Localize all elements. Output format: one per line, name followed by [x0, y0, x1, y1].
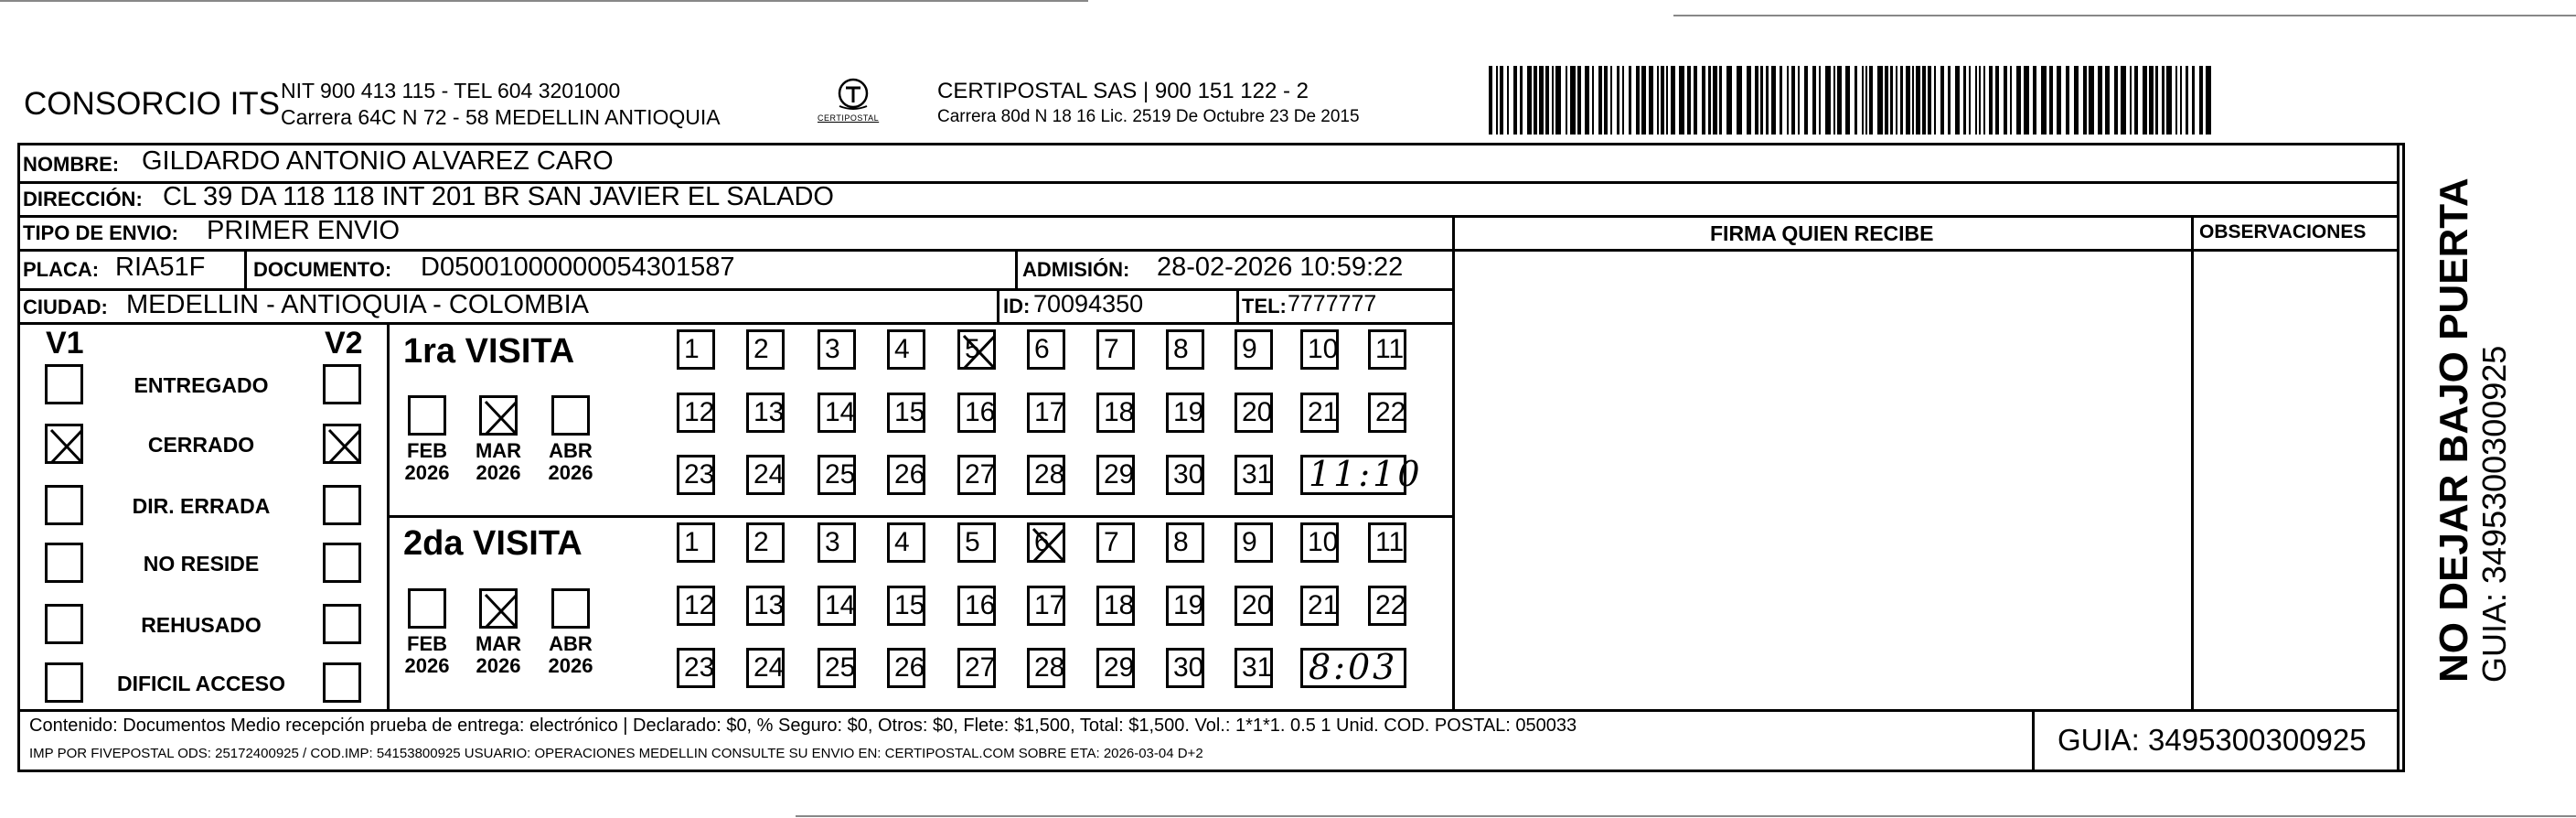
- month-name: ABR: [549, 632, 593, 655]
- day-box-16[interactable]: [957, 393, 996, 433]
- nombre-label: NOMBRE:: [23, 153, 120, 176]
- barcode-image: [1489, 66, 2218, 135]
- footer-imp: IMP POR FIVEPOSTAL ODS: 25172400925 / COD.IMP: 54153800925 USUARIO: OPERACIONES MEDELLIN CONSULTE SU ENVIO EN: CERTIPOSTAL.COM SOBRE ETA: 2026-03-04 D+2: [29, 746, 1203, 761]
- day-label: 15: [894, 397, 925, 427]
- day-box-25[interactable]: [818, 648, 856, 688]
- day-label: 16: [965, 590, 996, 620]
- day-label: 25: [825, 459, 856, 490]
- month-checkbox[interactable]: [479, 395, 518, 436]
- visit-divider: [387, 515, 1454, 518]
- day-box-31[interactable]: [1235, 455, 1273, 495]
- day-label: 11: [1375, 527, 1405, 557]
- id-label: ID:: [1003, 295, 1031, 318]
- day-label: 26: [894, 652, 925, 683]
- day-label: 4: [894, 334, 910, 364]
- side-guia: GUIA: 3495300300925: [2475, 345, 2513, 683]
- day-box-11[interactable]: [1368, 522, 1406, 563]
- day-label: 16: [965, 397, 996, 427]
- day-box-20[interactable]: [1235, 393, 1273, 433]
- day-box-22[interactable]: [1368, 586, 1406, 626]
- day-label: 18: [1104, 590, 1135, 620]
- day-box-22[interactable]: [1368, 393, 1406, 433]
- day-label: 30: [1173, 652, 1204, 683]
- day-box-30[interactable]: [1166, 455, 1204, 495]
- month-checkbox[interactable]: [551, 588, 590, 629]
- day-box-2[interactable]: [746, 522, 785, 563]
- admision-divider: [1015, 249, 1018, 288]
- day-box-1[interactable]: [677, 329, 715, 370]
- direccion-value: CL 39 DA 118 118 INT 201 BR SAN JAVIER EL SALADO: [163, 182, 834, 211]
- day-box-29[interactable]: [1096, 648, 1135, 688]
- month-year: 2026: [404, 654, 450, 677]
- day-label: 31: [1242, 652, 1273, 683]
- company-name: CONSORCIO ITS: [24, 86, 281, 122]
- day-label: 26: [894, 459, 925, 490]
- documento-value: D05001000000054301587: [421, 253, 735, 282]
- status-label: DIR. ERRADA: [132, 494, 271, 518]
- day-box-14[interactable]: [818, 586, 856, 626]
- day-box-4[interactable]: [887, 329, 925, 370]
- status-label: DIFICIL ACCESO: [116, 672, 285, 695]
- day-box-4[interactable]: [887, 522, 925, 563]
- day-label: 27: [965, 459, 996, 490]
- day-label: 31: [1242, 459, 1273, 490]
- day-box-19[interactable]: [1166, 393, 1204, 433]
- footer-contenido: Contenido: Documentos Medio recepción prueba de entrega: electrónico | Declarado: $0, % Seguro: $0, Otros: $0, Flete: $1,500, Total: $1,500. Vol.: 1*1*1. 0.5 1 Unid. COD. POSTAL: 050033: [29, 716, 1577, 736]
- documento-label: DOCUMENTO:: [253, 258, 392, 281]
- x-mark-icon: [482, 591, 520, 631]
- day-label: 22: [1375, 397, 1406, 427]
- company-nit: NIT 900 413 115 - TEL 604 3201000: [281, 79, 621, 102]
- day-box-13[interactable]: [746, 393, 785, 433]
- firma-left-border: [1452, 215, 1455, 709]
- admision-value: 28-02-2026 10:59:22: [1157, 253, 1404, 282]
- day-label: 11: [1375, 334, 1405, 364]
- day-box-1[interactable]: [677, 522, 715, 563]
- tipo-label: TIPO DE ENVIO:: [23, 221, 178, 244]
- day-box-17[interactable]: [1027, 586, 1065, 626]
- day-box-13[interactable]: [746, 586, 785, 626]
- day-box-24[interactable]: [746, 648, 785, 688]
- day-box-19[interactable]: [1166, 586, 1204, 626]
- day-label: 10: [1308, 527, 1339, 557]
- day-box-5[interactable]: [957, 329, 996, 370]
- day-label: 24: [754, 652, 785, 683]
- day-label: 20: [1242, 590, 1273, 620]
- admision-label: ADMISIÓN:: [1022, 258, 1130, 281]
- ciudad-value: MEDELLIN - ANTIOQUIA - COLOMBIA: [126, 290, 589, 319]
- id-divider: [997, 288, 999, 322]
- placa-label: PLACA:: [23, 258, 100, 281]
- observaciones-label: OBSERVACIONES: [2199, 221, 2367, 242]
- day-label: 30: [1173, 459, 1204, 490]
- day-label: 19: [1173, 590, 1204, 620]
- month-year: 2026: [548, 461, 593, 484]
- certipostal-title: CERTIPOSTAL SAS | 900 151 122 - 2: [937, 79, 1309, 103]
- day-label: 1: [684, 527, 700, 557]
- month-name: ABR: [549, 439, 593, 462]
- day-label: 6: [1034, 527, 1050, 557]
- row-divider-3: [17, 249, 1454, 252]
- month-year: 2026: [404, 461, 450, 484]
- day-box-18[interactable]: [1096, 586, 1135, 626]
- day-label: 28: [1034, 652, 1065, 683]
- day-box-7[interactable]: [1096, 522, 1135, 563]
- day-label: 9: [1242, 527, 1257, 557]
- day-box-11[interactable]: [1368, 329, 1406, 370]
- day-label: 4: [894, 527, 910, 557]
- day-box-27[interactable]: [957, 648, 996, 688]
- day-box-15[interactable]: [887, 586, 925, 626]
- row-divider-firma: [1454, 249, 2400, 252]
- day-label: 23: [684, 652, 715, 683]
- day-box-2[interactable]: [746, 329, 785, 370]
- day-label: 20: [1242, 397, 1273, 427]
- month-name: MAR: [475, 439, 522, 462]
- certipostal-address: Carrera 80d N 18 16 Lic. 2519 De Octubre 23 De 2015: [937, 107, 1360, 126]
- day-box-5[interactable]: [957, 522, 996, 563]
- month-checkbox[interactable]: [408, 588, 446, 629]
- v1-label: V1: [46, 326, 84, 361]
- day-label: 1: [684, 334, 700, 364]
- day-box-17[interactable]: [1027, 393, 1065, 433]
- month-year: 2026: [476, 461, 521, 484]
- day-label: 14: [825, 590, 856, 620]
- day-box-29[interactable]: [1096, 455, 1135, 495]
- side-text: [2405, 143, 2570, 692]
- day-box-8[interactable]: [1166, 329, 1204, 370]
- day-box-8[interactable]: [1166, 522, 1204, 563]
- month-checkbox[interactable]: [479, 588, 518, 629]
- placa-divider: [244, 249, 247, 288]
- time-box[interactable]: [1300, 648, 1406, 688]
- status-label: REHUSADO: [141, 613, 262, 637]
- day-label: 23: [684, 459, 715, 490]
- day-label: 21: [1308, 590, 1339, 620]
- day-box-31[interactable]: [1235, 648, 1273, 688]
- scan-top-edge-right: [1673, 15, 2576, 16]
- time-box[interactable]: [1300, 454, 1423, 495]
- month-year: 2026: [548, 654, 593, 677]
- day-label: 8: [1173, 334, 1189, 364]
- day-label: 12: [684, 397, 715, 427]
- month-checkbox[interactable]: [408, 395, 446, 436]
- day-box-7[interactable]: [1096, 329, 1135, 370]
- day-box-12[interactable]: [677, 586, 715, 626]
- day-box-18[interactable]: [1096, 393, 1135, 433]
- day-box-30[interactable]: [1166, 648, 1204, 688]
- day-box-23[interactable]: [677, 455, 715, 495]
- side-column-border: [2397, 143, 2400, 772]
- side-no-dejar: NO DEJAR BAJO PUERTA: [2432, 178, 2476, 683]
- day-label: 14: [825, 397, 856, 427]
- day-label: 19: [1173, 397, 1204, 427]
- day-box-28[interactable]: [1027, 455, 1065, 495]
- day-box-9[interactable]: [1235, 522, 1273, 563]
- day-label: 17: [1034, 590, 1065, 620]
- guia-box-divider: [2032, 709, 2035, 772]
- month-name: FEB: [407, 632, 447, 655]
- month-name: MAR: [475, 632, 522, 655]
- logo-text: CERTIPOSTAL: [818, 113, 880, 123]
- visit2-title: 2da VISITA: [403, 524, 583, 563]
- day-label: 29: [1104, 652, 1135, 683]
- certipostal-logo: [812, 75, 894, 130]
- day-box-24[interactable]: [746, 455, 785, 495]
- day-label: 5: [965, 334, 980, 364]
- nombre-value: GILDARDO ANTONIO ALVAREZ CARO: [142, 146, 614, 176]
- day-label: 15: [894, 590, 925, 620]
- footer-divider: [17, 709, 2400, 712]
- day-box-12[interactable]: [677, 393, 715, 433]
- day-label: 5: [965, 527, 980, 557]
- day-label: 18: [1104, 397, 1135, 427]
- scan-bottom-edge: [796, 815, 2576, 817]
- day-box-26[interactable]: [887, 648, 925, 688]
- status-label: NO RESIDE: [143, 552, 260, 576]
- day-box-25[interactable]: [818, 455, 856, 495]
- day-box-15[interactable]: [887, 393, 925, 433]
- tel-label: TEL:: [1242, 295, 1287, 318]
- day-label: 13: [754, 397, 785, 427]
- day-box-21[interactable]: [1300, 393, 1339, 433]
- day-label: 24: [754, 459, 785, 490]
- row-divider-5: [17, 322, 1454, 325]
- tipo-value: PRIMER ENVIO: [207, 216, 401, 245]
- x-mark-icon: [482, 398, 520, 438]
- day-label: 21: [1308, 397, 1339, 427]
- day-label: 3: [825, 334, 840, 364]
- day-label: 6: [1034, 334, 1050, 364]
- status-label: CERRADO: [147, 433, 255, 457]
- day-box-3[interactable]: [818, 329, 856, 370]
- visit1-title: 1ra VISITA: [403, 332, 575, 371]
- firma-label: FIRMA QUIEN RECIBE: [1710, 221, 1934, 245]
- tel-divider: [1236, 288, 1239, 322]
- day-box-27[interactable]: [957, 455, 996, 495]
- day-box-14[interactable]: [818, 393, 856, 433]
- tel-value: 7777777: [1288, 291, 1377, 317]
- month-checkbox[interactable]: [551, 395, 590, 436]
- day-label: 7: [1104, 527, 1119, 557]
- day-box-28[interactable]: [1027, 648, 1065, 688]
- day-label: 9: [1242, 334, 1257, 364]
- day-box-9[interactable]: [1235, 329, 1273, 370]
- day-label: 3: [825, 527, 840, 557]
- day-box-26[interactable]: [887, 455, 925, 495]
- day-label: 7: [1104, 334, 1119, 364]
- barcode: [1489, 66, 2218, 135]
- day-label: 2: [754, 527, 769, 557]
- month-name: FEB: [407, 439, 447, 462]
- day-label: 28: [1034, 459, 1065, 490]
- status-label: ENTREGADO: [134, 373, 269, 397]
- day-label: 12: [684, 590, 715, 620]
- ciudad-label: CIUDAD:: [23, 296, 108, 318]
- day-box-21[interactable]: [1300, 586, 1339, 626]
- day-box-20[interactable]: [1235, 586, 1273, 626]
- obs-left-border: [2191, 215, 2194, 709]
- day-box-16[interactable]: [957, 586, 996, 626]
- day-box-23[interactable]: [677, 648, 715, 688]
- id-value: 70094350: [1033, 290, 1144, 318]
- day-label: 22: [1375, 590, 1406, 620]
- day-label: 29: [1104, 459, 1135, 490]
- day-box-3[interactable]: [818, 522, 856, 563]
- day-label: 27: [965, 652, 996, 683]
- placa-value: RIA51F: [115, 253, 206, 282]
- v2-label: V2: [325, 326, 363, 361]
- day-label: 10: [1308, 334, 1339, 364]
- day-label: 25: [825, 652, 856, 683]
- day-box-10[interactable]: [1300, 522, 1339, 563]
- day-label: 2: [754, 334, 769, 364]
- handwritten-time: 11:10: [1309, 454, 1423, 494]
- day-label: 8: [1173, 527, 1189, 557]
- scan-top-edge: [0, 0, 1088, 2]
- handwritten-time: 8:03: [1309, 647, 1398, 687]
- footer-guia: GUIA: 3495300300925: [2058, 723, 2367, 757]
- day-label: 13: [754, 590, 785, 620]
- day-box-10[interactable]: [1300, 329, 1339, 370]
- day-box-6[interactable]: [1027, 329, 1065, 370]
- company-address: Carrera 64C N 72 - 58 MEDELLIN ANTIOQUIA: [281, 105, 721, 129]
- day-label: 17: [1034, 397, 1065, 427]
- day-box-6[interactable]: [1027, 522, 1065, 563]
- direccion-label: DIRECCIÓN:: [23, 188, 143, 210]
- month-year: 2026: [476, 654, 521, 677]
